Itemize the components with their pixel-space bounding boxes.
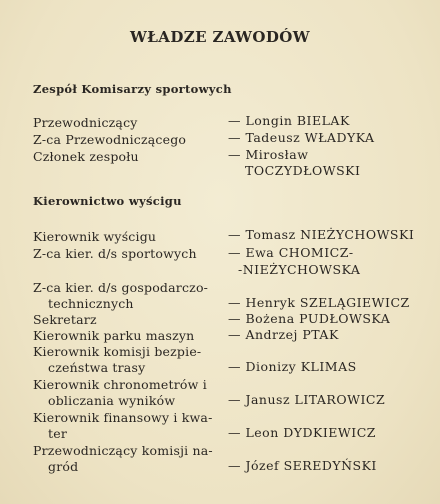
role-label: Z-ca kier. d/s sportowych bbox=[33, 246, 197, 261]
person-name: — Tomasz NIEŻYCHOWSKI bbox=[228, 227, 415, 242]
role-label: Kierownik parku maszyn bbox=[33, 328, 195, 343]
role-label: Przewodniczący komisji na- bbox=[33, 443, 213, 458]
person-name: — Dionizy KLIMAS bbox=[228, 359, 357, 374]
person-name: — Bożena PUDŁOWSKA bbox=[228, 311, 391, 326]
role-label: Kierownik chronometrów i bbox=[33, 377, 207, 392]
section-heading-commissioners: Zespół Komisarzy sportowych bbox=[33, 82, 232, 96]
person-name-continued: TOCZYDŁOWSKI bbox=[245, 163, 361, 178]
person-name: — Longin BIELAK bbox=[228, 113, 350, 128]
role-label-continued: czeństwa trasy bbox=[48, 360, 146, 375]
role-label: Z-ca kier. d/s gospodarczo- bbox=[33, 280, 209, 295]
role-label: Sekretarz bbox=[33, 312, 97, 327]
person-name: — Józef SEREDYŃSKI bbox=[228, 458, 377, 473]
role-label: Przewodniczący bbox=[33, 115, 138, 130]
role-label-continued: ter bbox=[48, 426, 67, 441]
role-label: Członek zespołu bbox=[33, 149, 139, 164]
person-name: — Leon DYDKIEWICZ bbox=[228, 425, 376, 440]
person-name: — Janusz LITAROWICZ bbox=[228, 392, 386, 407]
role-label: Kierownik komisji bezpie- bbox=[33, 344, 202, 359]
role-label-continued: technicznych bbox=[48, 296, 134, 311]
person-name: — Andrzej PTAK bbox=[228, 327, 339, 342]
role-label-continued: obliczania wyników bbox=[48, 393, 176, 408]
role-label: Kierownik finansowy i kwa- bbox=[33, 410, 213, 425]
person-name-continued: -NIEŻYCHOWSKA bbox=[238, 262, 361, 277]
person-name: — Mirosław bbox=[228, 147, 309, 162]
person-name: — Ewa CHOMICZ- bbox=[228, 245, 354, 260]
role-label-continued: gród bbox=[48, 459, 79, 474]
role-label: Kierownik wyścigu bbox=[33, 229, 157, 244]
page-title: WŁADZE ZAWODÓW bbox=[129, 28, 311, 46]
section-heading-race-management: Kierownictwo wyścigu bbox=[33, 194, 182, 208]
person-name: — Tadeusz WŁADYKA bbox=[228, 130, 375, 145]
role-label: Z-ca Przewodniczącego bbox=[33, 132, 187, 147]
person-name: — Henryk SZELĄGIEWICZ bbox=[228, 295, 410, 310]
